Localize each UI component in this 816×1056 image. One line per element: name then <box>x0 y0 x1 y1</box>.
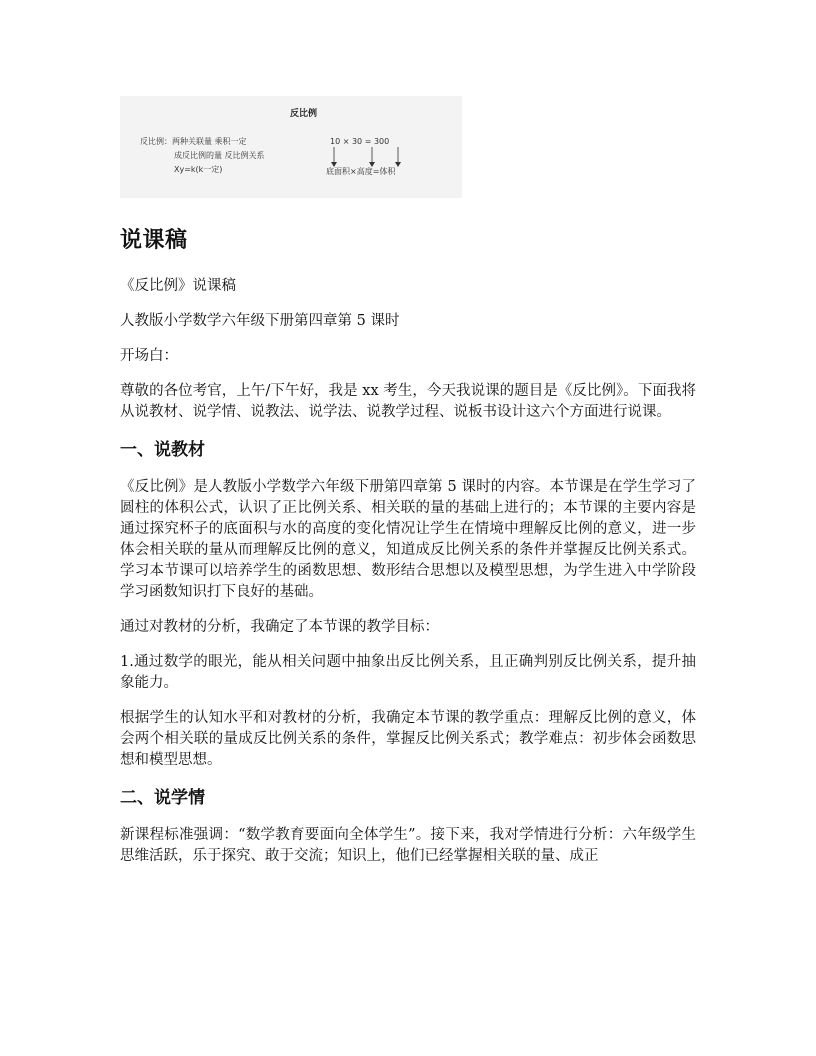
section-heading-textbook: 一、说教材 <box>120 440 205 460</box>
figure-line-1: 反比例：两种关联量 乘积一定 <box>140 137 247 146</box>
section-heading-students: 二、说学情 <box>120 788 205 808</box>
figure-line-3: Xy=k(k一定) <box>174 165 223 174</box>
lesson-source-line: 人教版小学数学六年级下册第四章第 5 课时 <box>120 313 400 329</box>
figure-line-2: 成反比例的量 反比例关系 <box>174 151 265 160</box>
page-title: 说课稿 <box>120 228 188 253</box>
intro-paragraph: 尊敬的各位考官，上午/下午好，我是 xx 考生，今天我说课的题目是《反比例》。下面我将从说教材、说学情、说教法、说学法、说教学过程、说板书设计这六个方面进行说课。 <box>120 383 696 420</box>
figure-canvas <box>120 96 462 198</box>
document-body <box>120 224 696 881</box>
students-paragraph-1: 新课程标准强调：“数学教育要面向全体学生”。接下来，我对学情进行分析：六年级学生思维活跃，乐于探究、敢于交流；知识上，他们已经掌握相关联的量、成正 <box>120 827 696 864</box>
textbook-paragraph-1: 《反比例》是人教版小学数学六年级下册第四章第 5 课时的内容。本节课是在学生学习了圆柱的体积公式，认识了正比例关系、相关联的量的基础上进行的；本节课的主要内容是通过探究杯子的底面积与水的高度的变化情况让学生在情境中理解反比例的意义，进一步体会相关联的量从而理解反比例的意义，知道成反比例关系的条件并掌握反比例关系式。学习本节课可以培养学生的函数思想、数形结合思想以及模型思想，为学生进入中学阶段学习函数知识打下良好的基础。 <box>120 479 696 600</box>
arrow-head-3 <box>395 162 401 167</box>
textbook-paragraph-3: 1.通过数学的眼光，能从相关问题中抽象出反比例关系，且正确判别反比例关系，提升抽象能力。 <box>120 654 696 691</box>
textbook-paragraph-4: 根据学生的认知水平和对教材的分析，我确定本节课的教学重点：理解反比例的意义，体会两个相关联的量成反比例关系的条件，掌握反比例关系式；教学难点：初步体会函数思想和模型思想。 <box>120 710 696 768</box>
figure-title: 反比例 <box>290 109 318 119</box>
textbook-paragraph-2: 通过对教材的分析，我确定了本节课的教学目标： <box>120 619 439 635</box>
opening-label: 开场白： <box>120 348 178 364</box>
figure-equation: 10 × 30 = 300 <box>330 137 390 146</box>
inverse-proportion-figure <box>120 96 462 198</box>
lesson-title-line: 《反比例》说课稿 <box>120 278 236 294</box>
figure-equation-labels: 底面积×高度=体积 <box>326 167 396 176</box>
